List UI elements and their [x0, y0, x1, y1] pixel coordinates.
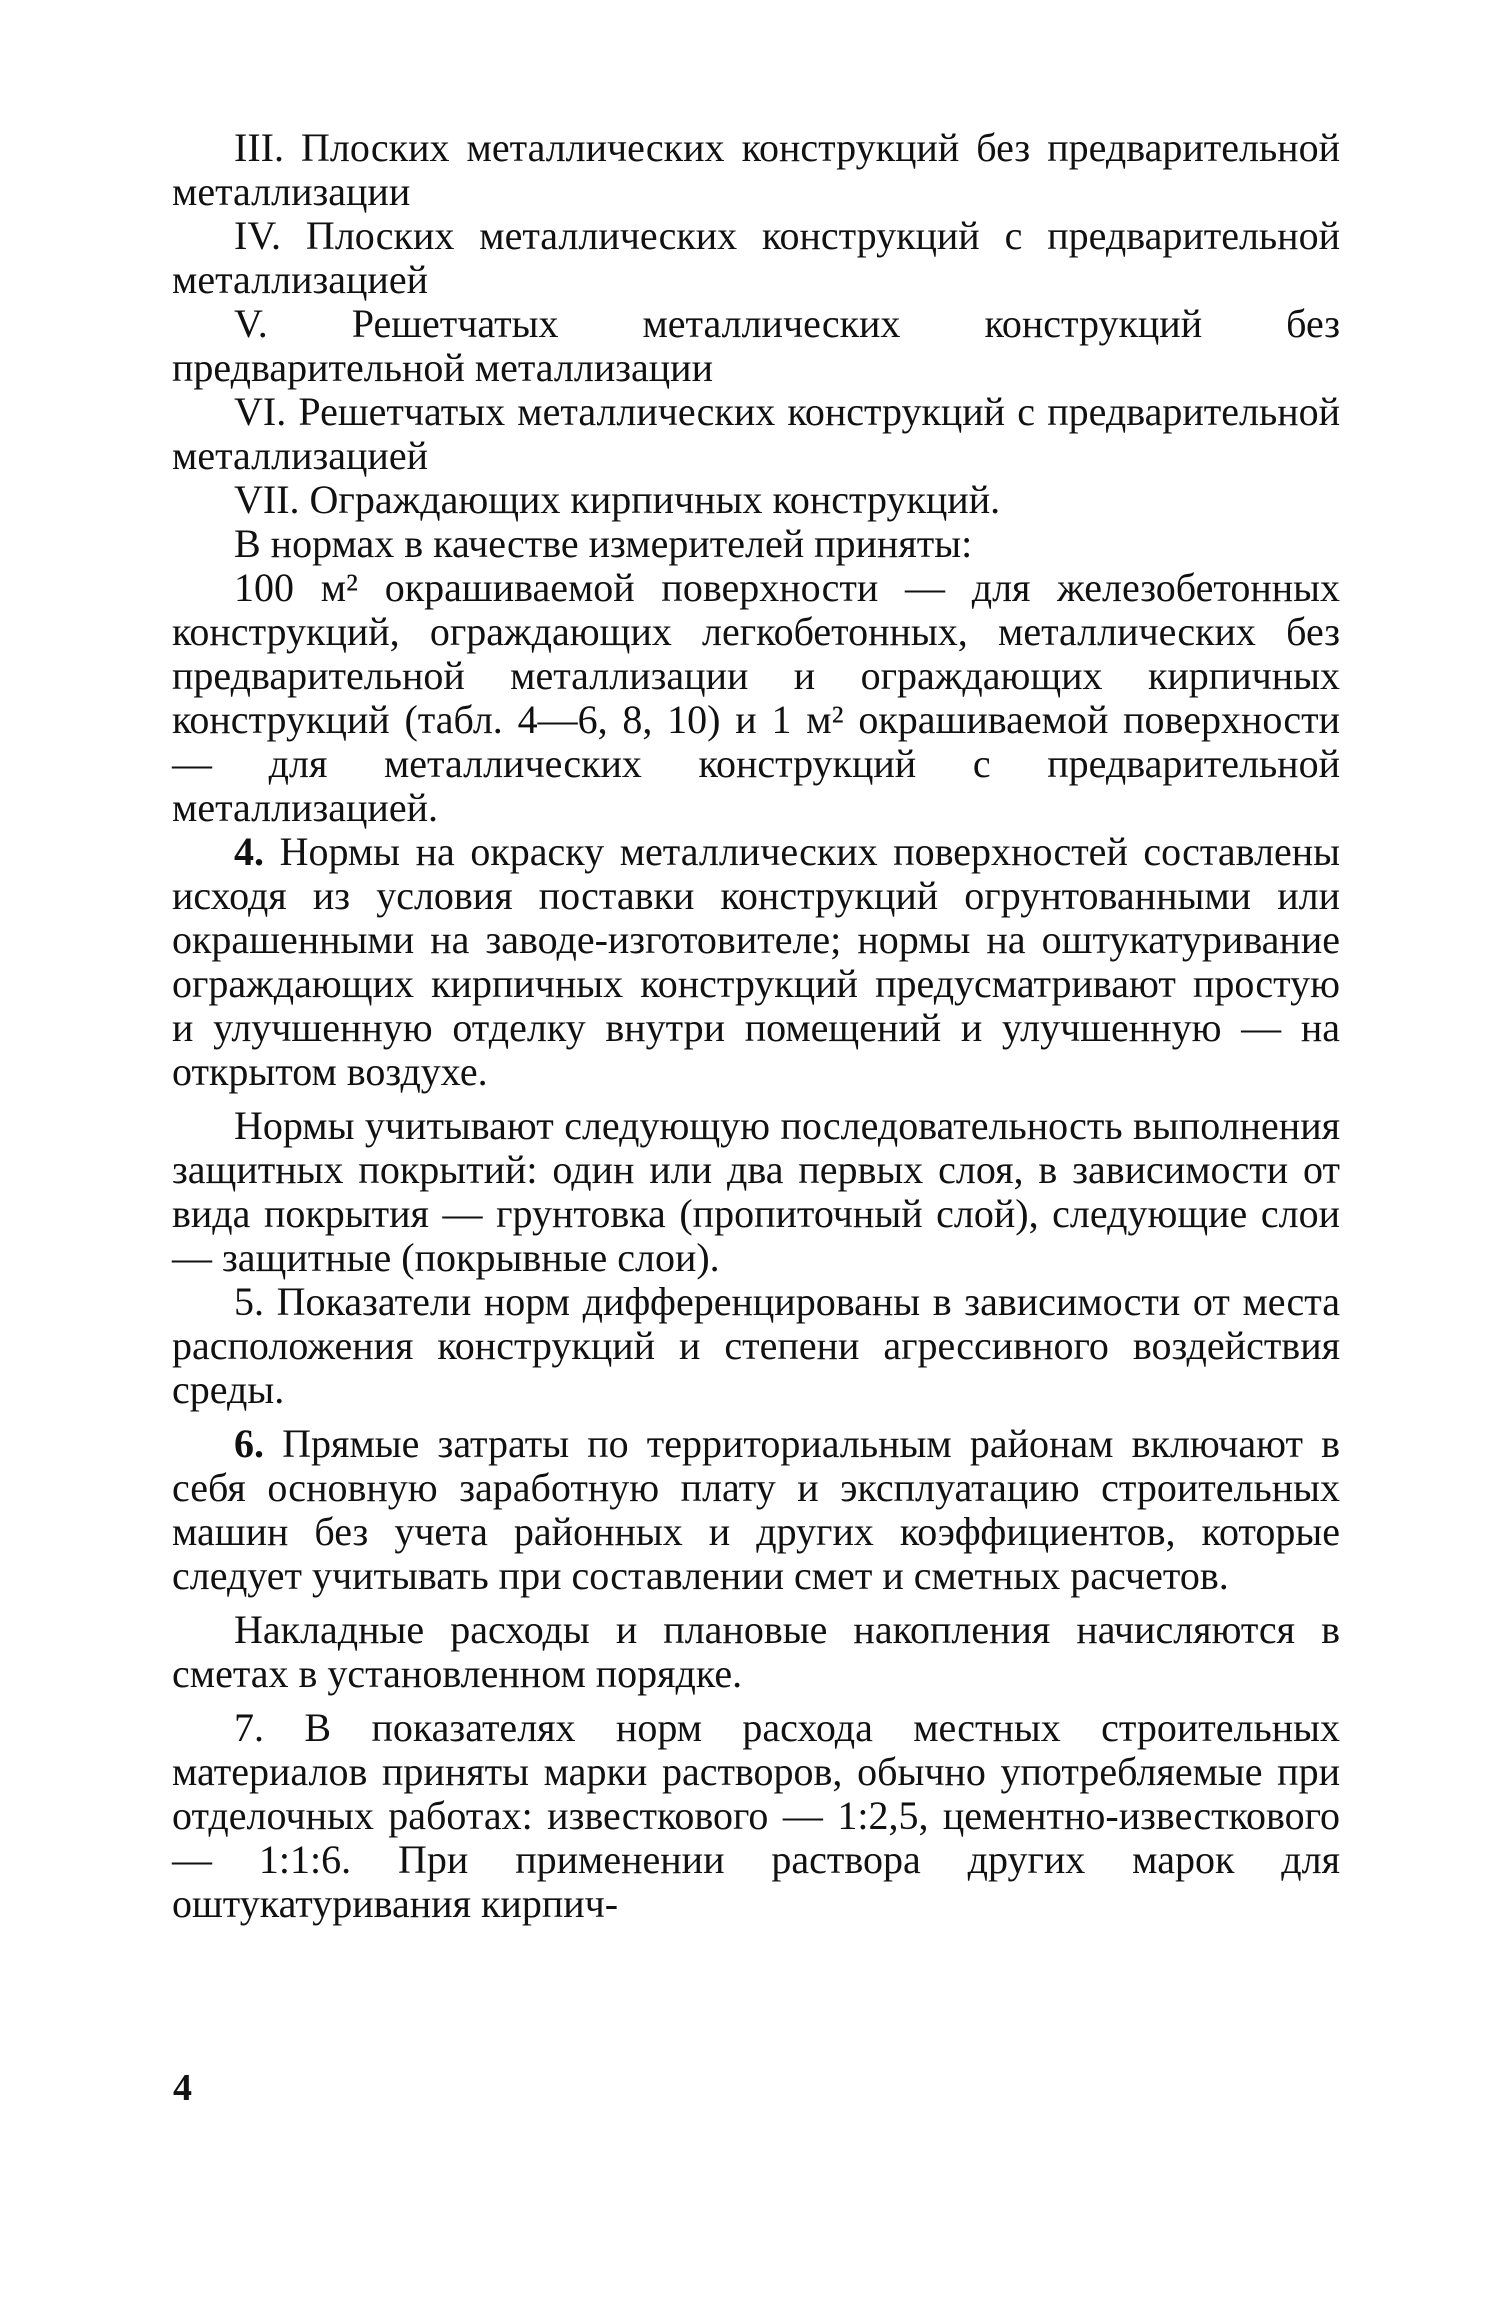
- paragraph-item-4-text: Нормы на окраску металлических поверхностей составлены исходя из условия поставки конструкций огрунтованными или окрашенными на заводе-изготовителе; нормы на оштукатуривание ограждающих кирпичных конструкций предусматривают простую и улучшенную отделку внутри помещений и улучшенную — на открытом воздухе.: [172, 829, 1341, 1094]
- paragraph-item-4: [172, 830, 1340, 1094]
- paragraph-item-5: [172, 1280, 1340, 1412]
- paragraph-measures-intro: В нормах в качестве измерителей приняты:: [234, 521, 973, 566]
- paragraph-vi: VI. Решетчатых металлических конструкций с предварительной металлизацией: [172, 389, 1340, 478]
- paragraph-iii: III. Плоских металлических конструкций без предварительной металлизации: [172, 125, 1340, 214]
- document-body: [172, 126, 1340, 1926]
- paragraph-item-7: [172, 1706, 1340, 1926]
- paragraph-measures: 100 м² окрашиваемой поверхности — для железобетонных конструкций, ограждающих легкобетонных, металлических без предварительной металлизации и ограждающих кирпичных конструкций (табл. 4—6, 8, 10) и 1 м² окрашиваемой поверхности — для металлических конструкций с предварительной металлизацией.: [172, 565, 1340, 830]
- item-number-7: 7.: [234, 1705, 264, 1750]
- paragraph-item-6: [172, 1422, 1340, 1598]
- paragraph-overhead: Накладные расходы и плановые накопления начисляются в сметах в установленном порядке.: [172, 1607, 1340, 1696]
- paragraph-iv: IV. Плоских металлических конструкций с предварительной металлизацией: [172, 213, 1340, 302]
- paragraph-item-5-text: Показатели норм дифференцированы в зависимости от места расположения конструкций и степени агрессивного воздействия среды.: [172, 1279, 1340, 1412]
- paragraph-item-7-text: В показателях норм расхода местных строительных материалов приняты марки растворов, обычно употребляемые при отделочных работах: известкового — 1:2,5, цементно-известкового — 1:1:6. При применении раствора других марок для оштукатуривания кирпич-: [172, 1705, 1341, 1926]
- item-number-6: 6.: [234, 1421, 264, 1466]
- item-number-4: 4.: [234, 829, 264, 874]
- paragraph-v: V. Решетчатых металлических конструкций без предварительной металлизации: [172, 301, 1340, 390]
- paragraph-vii: VII. Ограждающих кирпичных конструкций.: [234, 477, 1001, 522]
- item-number-5: 5.: [234, 1279, 264, 1324]
- page-number: 4: [173, 2067, 192, 2109]
- paragraph-sequence: Нормы учитывают следующую последовательность выполнения защитных покрытий: один или два первых слоя, в зависимости от вида покрытия — грунтовка (пропиточный слой), следующие слои — защитные (покрывные слои).: [172, 1103, 1340, 1280]
- paragraph-item-6-text: Прямые затраты по территориальным районам включают в себя основную заработную плату и эксплуатацию строительных машин без учета районных и других коэффициентов, которые следует учитывать при составлении смет и сметных расчетов.: [172, 1421, 1341, 1598]
